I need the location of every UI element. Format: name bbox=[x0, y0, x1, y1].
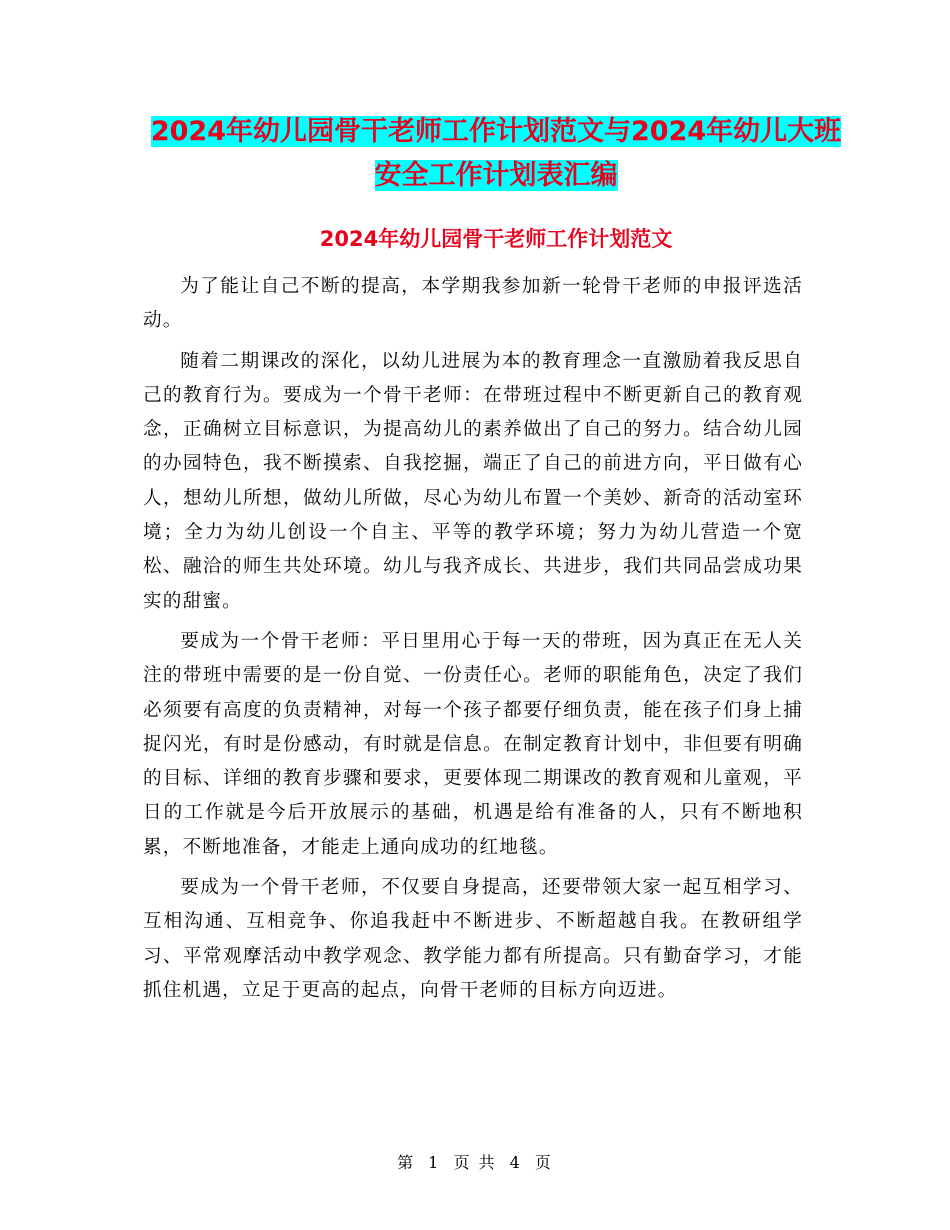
paragraph-4: 要成为一个骨干老师，不仅要自身提高，还要带领大家一起互相学习、互相沟通、互相竞争、你追我赶中不断进步、不断超越自我。在教研组学习、平常观摩活动中教学观念、教学能力都有所提高。只有勤奋学习，才能抓住机遇，立足于更高的起点，向骨干老师的目标方向迈进。 bbox=[143, 877, 803, 1001]
document-body bbox=[143, 270, 803, 1014]
footer-total-pages: 4 bbox=[509, 1153, 522, 1172]
footer-page-number: 1 bbox=[428, 1153, 441, 1172]
page-footer bbox=[0, 1150, 950, 1173]
footer-prefix: 第 bbox=[397, 1153, 416, 1172]
footer-suffix: 页 bbox=[534, 1153, 553, 1172]
document-title-text: 2024年幼儿园骨干老师工作计划范文与2024年幼儿大班安全工作计划表汇编 bbox=[150, 116, 842, 191]
paragraph-1: 为了能让自己不断的提高，本学期我参加新一轮骨干老师的申报评选活动。 bbox=[143, 276, 803, 332]
section-heading: 2024年幼儿园骨干老师工作计划范文 bbox=[319, 227, 673, 251]
document-title bbox=[140, 110, 852, 198]
paragraph-2: 随着二期课改的深化，以幼儿进展为本的教育理念一直激励着我反思自己的教育行为。要成为一个骨干老师：在带班过程中不断更新自己的教育观念，正确树立目标意识，为提高幼儿的素养做出了自己的努力。结合幼儿园的办园特色，我不断摸索、自我挖掘，端正了自己的前进方向，平日做有心人，想幼儿所想，做幼儿所做，尽心为幼儿布置一个美妙、新奇的活动室环境；全力为幼儿创设一个自主、平等的教学环境；努力为幼儿营造一个宽松、融洽的师生共处环境。幼儿与我齐成长、共进步，我们共同品尝成功果实的甜蜜。 bbox=[143, 350, 803, 612]
footer-middle: 页 共 bbox=[453, 1153, 497, 1172]
paragraph-3: 要成为一个骨干老师：平日里用心于每一天的带班，因为真正在无人关注的带班中需要的是一份自觉、一份责任心。老师的职能角色，决定了我们必须要有高度的负责精神，对每一个孩子都要仔细负责，能在孩子们身上捕捉闪光，有时是份感动，有时就是信息。在制定教育计划中，非但要有明确的目标、详细的教育步骤和要求，更要体现二期课改的教育观和儿童观，平日的工作就是今后开放展示的基础，机遇是给有准备的人，只有不断地积累，不断地准备，才能走上通向成功的红地毯。 bbox=[143, 630, 803, 858]
